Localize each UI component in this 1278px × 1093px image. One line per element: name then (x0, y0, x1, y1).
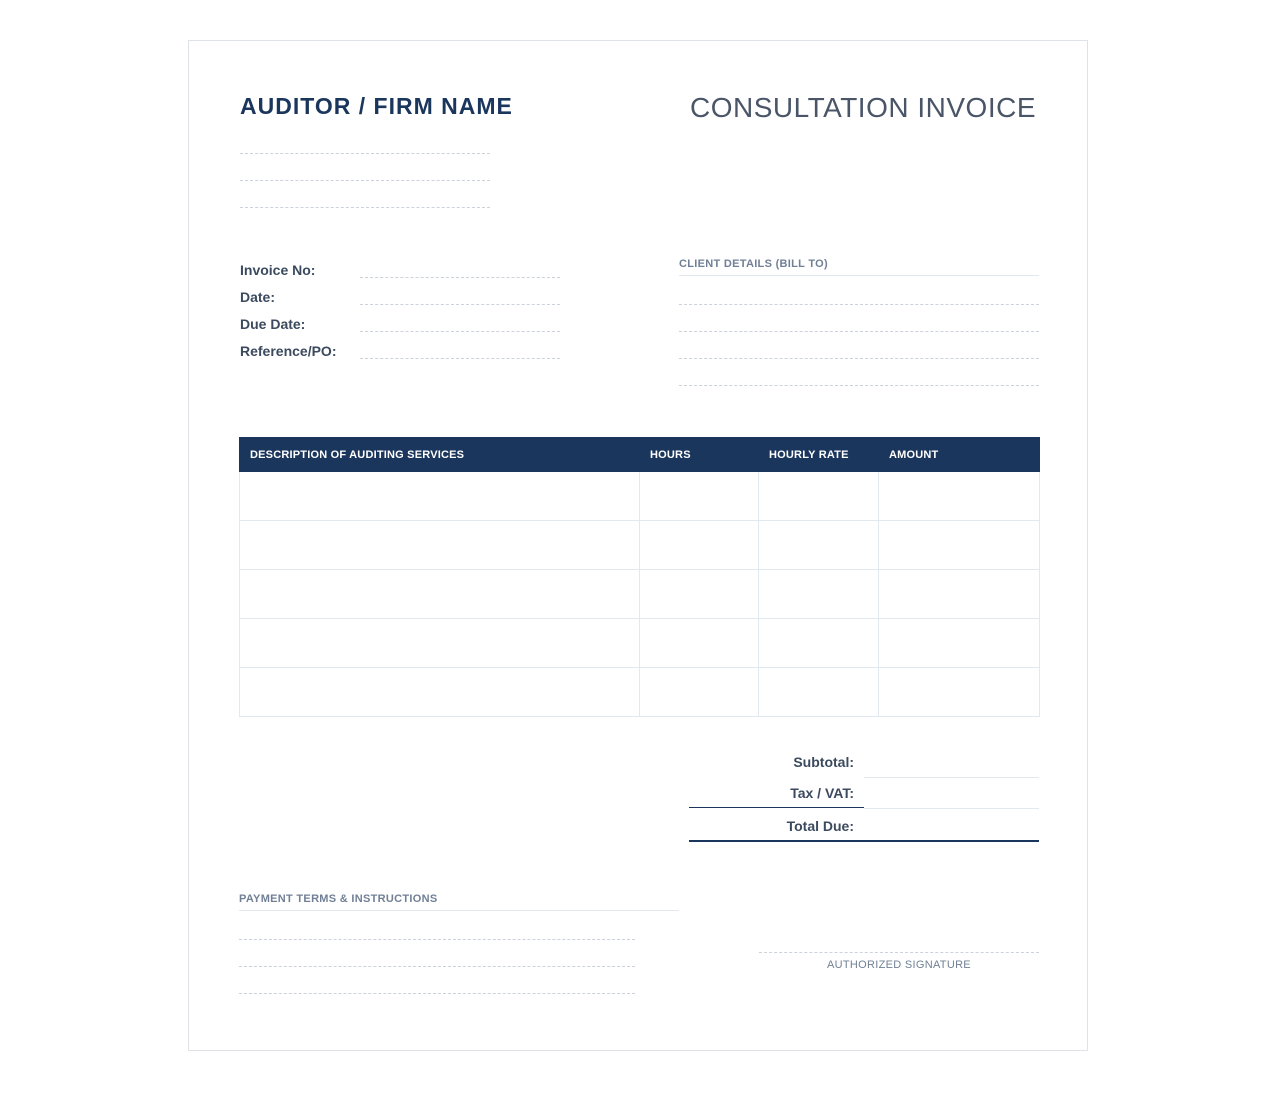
firm-address-line-2[interactable] (240, 180, 490, 181)
description-cell[interactable] (240, 472, 640, 521)
invoice-no-field[interactable] (360, 277, 560, 278)
invoice-no-label: Invoice No: (240, 262, 316, 278)
table-row (240, 472, 1040, 521)
subtotal-label: Subtotal: (793, 754, 854, 770)
column-header-hours: HOURS (640, 438, 759, 472)
due-date-field[interactable] (360, 331, 560, 332)
payment-line-2[interactable] (239, 966, 635, 967)
signature-line[interactable] (759, 952, 1039, 953)
date-field[interactable] (360, 304, 560, 305)
firm-address-line-3[interactable] (240, 207, 490, 208)
firm-name: AUDITOR / FIRM NAME (240, 93, 513, 119)
total-due-label: Total Due: (786, 818, 854, 834)
services-table (239, 437, 1040, 717)
column-header-hourly-rate: HOURLY RATE (759, 438, 879, 472)
reference-po-label: Reference/PO: (240, 343, 337, 359)
payment-terms-heading: PAYMENT TERMS & INSTRUCTIONS (239, 893, 438, 905)
payment-line-3[interactable] (239, 993, 635, 994)
client-line-1[interactable] (679, 304, 1039, 305)
hours-cell[interactable] (640, 570, 759, 619)
authorized-signature-label: AUTHORIZED SIGNATURE (827, 959, 971, 971)
subtotal-field[interactable] (864, 777, 1039, 778)
payment-heading-rule (239, 910, 679, 911)
amount-cell[interactable] (879, 472, 1040, 521)
amount-cell[interactable] (879, 619, 1040, 668)
invoice-sheet (188, 40, 1088, 1051)
description-cell[interactable] (240, 619, 640, 668)
tax-vat-label: Tax / VAT: (790, 785, 854, 801)
amount-cell[interactable] (879, 570, 1040, 619)
date-label: Date: (240, 289, 276, 305)
client-line-2[interactable] (679, 331, 1039, 332)
description-cell[interactable] (240, 668, 640, 717)
table-header-row (240, 438, 1040, 472)
table-row (240, 521, 1040, 570)
table-row (240, 570, 1040, 619)
hours-cell[interactable] (640, 668, 759, 717)
tax-label-rule (689, 807, 864, 808)
client-line-3[interactable] (679, 358, 1039, 359)
description-cell[interactable] (240, 521, 640, 570)
hourly-rate-cell[interactable] (759, 521, 879, 570)
table-row (240, 668, 1040, 717)
hourly-rate-cell[interactable] (759, 570, 879, 619)
client-heading-rule (679, 275, 1039, 276)
payment-line-1[interactable] (239, 939, 635, 940)
column-header-description: DESCRIPTION OF AUDITING SERVICES (240, 438, 640, 472)
description-cell[interactable] (240, 570, 640, 619)
hourly-rate-cell[interactable] (759, 668, 879, 717)
amount-cell[interactable] (879, 668, 1040, 717)
total-due-rule[interactable] (689, 840, 1039, 842)
client-details-heading: CLIENT DETAILS (BILL TO) (679, 258, 828, 270)
tax-vat-field[interactable] (864, 808, 1039, 809)
firm-address-line-1[interactable] (240, 153, 490, 154)
column-header-amount: AMOUNT (879, 438, 1040, 472)
reference-po-field[interactable] (360, 358, 560, 359)
hours-cell[interactable] (640, 472, 759, 521)
client-line-4[interactable] (679, 385, 1039, 386)
table-row (240, 619, 1040, 668)
amount-cell[interactable] (879, 521, 1040, 570)
hourly-rate-cell[interactable] (759, 619, 879, 668)
due-date-label: Due Date: (240, 316, 306, 332)
document-title: CONSULTATION INVOICE (689, 92, 1036, 123)
hourly-rate-cell[interactable] (759, 472, 879, 521)
hours-cell[interactable] (640, 521, 759, 570)
hours-cell[interactable] (640, 619, 759, 668)
